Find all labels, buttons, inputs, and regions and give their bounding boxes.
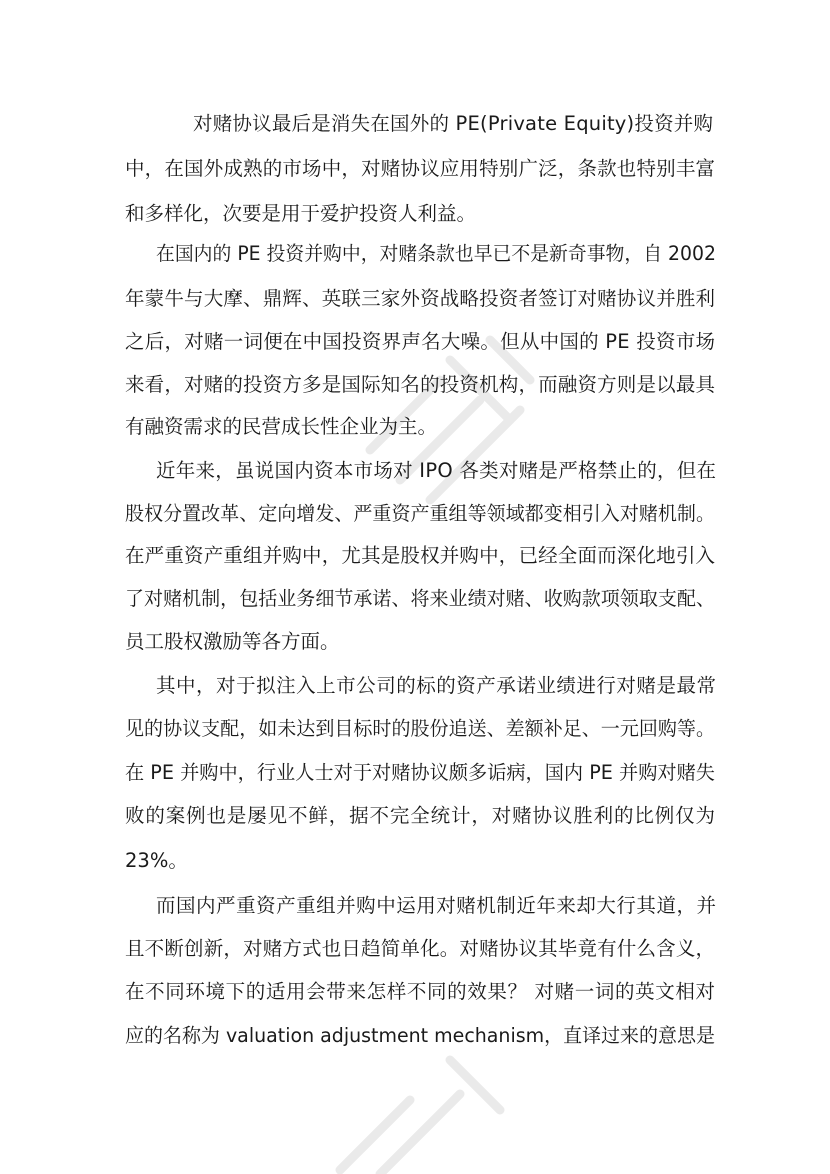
text-line: 应的名称为 valuation adjustment mechanism，直译过来的意思是	[125, 1024, 715, 1047]
text-line: 对赌协议最后是消失在国外的 PE(Private Equity)投资并购	[193, 112, 714, 135]
text-line: 股权分置改革、定向增发、严重资产重组等领域都变相引入对赌机制。	[125, 502, 716, 525]
text-line: 在严重资产重组并购中，尤其是股权并购中，已经全面而深化地引入	[125, 544, 716, 567]
text-line: 中，在国外成熟的市场中，对赌协议应用特别广泛，条款也特别丰富	[125, 157, 716, 180]
text-line: 在国内的 PE 投资并购中，对赌条款也早已不是新奇事物，自 2002	[156, 242, 716, 265]
text-line: 之后，对赌一词便在中国投资界声名大噪。但从中国的 PE 投资市场	[125, 330, 716, 353]
text-line: 近年来，虽说国内资本市场对 IPO 各类对赌是严格禁止的，但在	[156, 459, 717, 482]
text-line: 23%。	[125, 849, 188, 872]
watermark-bottom	[300, 1040, 530, 1174]
text-line: 员工股权激励等各方面。	[125, 630, 340, 653]
text-line: 了对赌机制，包括业务细节承诺、将来业绩对赌、收购款项领取支配、	[125, 587, 716, 610]
watermark-glyph-icon	[300, 1040, 530, 1174]
text-line: 有融资需求的民营成长性企业为主。	[125, 415, 438, 438]
text-line: 见的协议支配，如未达到目标时的股份追送、差额补足、一元回购等。	[125, 717, 716, 740]
text-line: 年蒙牛与大摩、鼎辉、英联三家外资战略投资者签订对赌协议并胜利	[125, 287, 716, 310]
text-line: 和多样化，次要是用于爱护投资人利益。	[125, 202, 477, 225]
text-line: 在不同环境下的适用会带来怎样不同的效果？ 对赌一词的英文相对	[125, 980, 716, 1003]
text-line: 在 PE 并购中，行业人士对于对赌协议颇多诟病，国内 PE 并购对赌失	[125, 761, 715, 784]
text-line: 而国内严重资产重组并购中运用对赌机制近年来却大行其道，并	[156, 894, 717, 917]
text-line: 来看，对赌的投资方多是国际知名的投资机构，而融资方则是以最具	[125, 373, 716, 396]
text-line: 且不断创新，对赌方式也日趋简单化。对赌协议其毕竟有什么含义，	[125, 937, 716, 960]
text-line: 其中，对于拟注入上市公司的标的资产承诺业绩进行对赌是最常	[156, 674, 717, 697]
text-line: 败的案例也是屡见不鲜，据不完全统计，对赌协议胜利的比例仅为	[125, 804, 716, 827]
